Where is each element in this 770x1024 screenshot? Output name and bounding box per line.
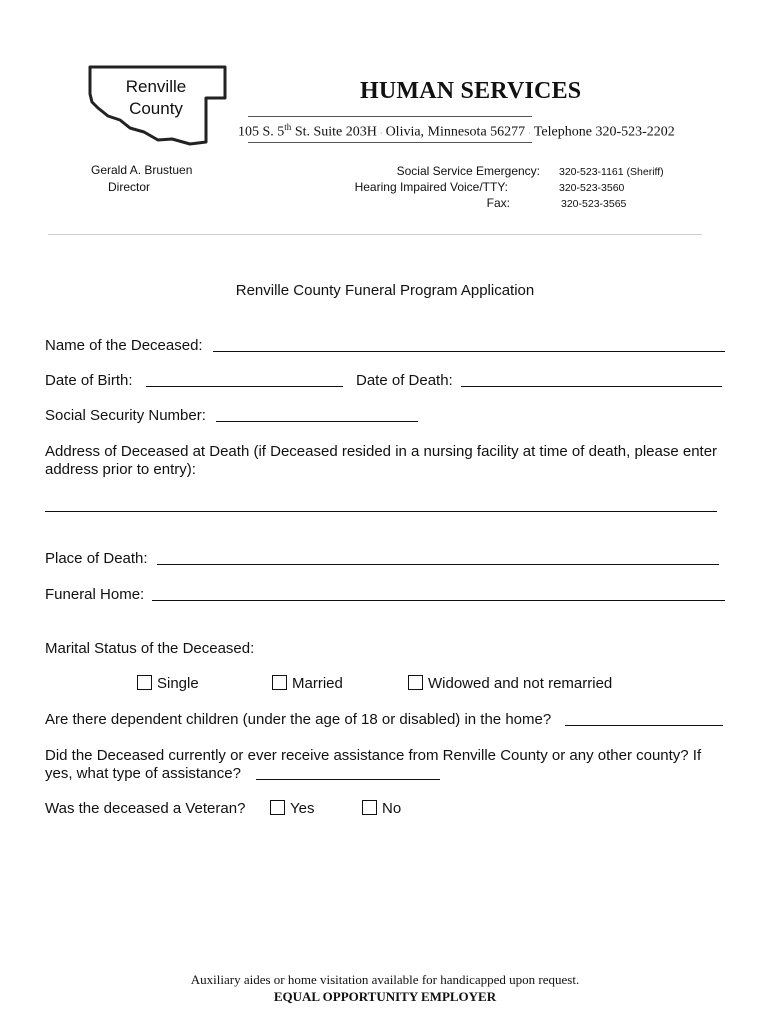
address-label-line1: Address of Deceased at Death (if Deceased resided in a nursing facility at time of death, please enter	[45, 443, 718, 460]
married-label: Married	[292, 675, 343, 692]
form-title: Renville County Funeral Program Application	[235, 282, 535, 299]
veteran-label: Was the deceased a Veteran?	[45, 800, 246, 817]
place-of-death-label: Place of Death:	[45, 550, 148, 567]
veteran-yes-checkbox[interactable]	[270, 800, 285, 815]
contact-label-emergency: Social Service Emergency:	[396, 164, 540, 178]
date-of-birth-label: Date of Birth:	[45, 372, 133, 389]
footer-accessibility-note: Auxiliary aides or home visitation available for handicapped upon request.	[190, 972, 580, 987]
address-field[interactable]	[45, 511, 717, 512]
contact-value-tty: 320-523-3560	[559, 182, 625, 194]
veteran-yes-label: Yes	[290, 800, 315, 817]
widowed-label: Widowed and not remarried	[428, 675, 613, 692]
address-separator: ·	[379, 128, 383, 138]
county-logo	[86, 64, 228, 150]
dependents-field[interactable]	[565, 725, 723, 726]
date-of-death-label: Date of Death:	[356, 372, 453, 389]
married-checkbox[interactable]	[272, 675, 287, 690]
veteran-no-checkbox[interactable]	[362, 800, 377, 815]
header-divider	[48, 234, 702, 235]
logo-text-renville: Renville	[125, 77, 187, 96]
county-map-outline-icon	[86, 64, 228, 150]
single-checkbox[interactable]	[137, 675, 152, 690]
dependents-label: Are there dependent children (under the age of 18 or disabled) in the home?	[45, 711, 552, 728]
assistance-field[interactable]	[256, 779, 440, 780]
address-street: 105 S. 5	[238, 124, 285, 140]
contact-label-fax: Fax:	[486, 196, 510, 210]
address-telephone: Telephone 320-523-2202	[533, 124, 675, 140]
veteran-no-label: No	[382, 800, 402, 817]
single-label: Single	[157, 675, 199, 692]
director-name: Gerald A. Brustuen	[91, 163, 193, 177]
footer-eoe: EQUAL OPPORTUNITY EMPLOYER	[273, 989, 497, 1004]
date-of-death-field[interactable]	[461, 386, 722, 387]
address-label-line2: address prior to entry):	[45, 461, 196, 478]
widowed-checkbox[interactable]	[408, 675, 423, 690]
ssn-label: Social Security Number:	[45, 407, 206, 424]
address-city: Olivia, Minnesota 56277	[385, 124, 526, 140]
agency-title: HUMAN SERVICES	[360, 78, 582, 104]
logo-text-county: County	[129, 99, 183, 118]
agency-address	[238, 122, 675, 141]
contact-label-tty: Hearing Impaired Voice/TTY:	[354, 180, 508, 194]
marital-status-label: Marital Status of the Deceased:	[45, 640, 255, 657]
marital-option-single[interactable]	[137, 675, 199, 692]
funeral-home-field[interactable]	[152, 600, 725, 601]
name-deceased-label: Name of the Deceased:	[45, 337, 203, 354]
address-street-rest: St. Suite 203H	[291, 124, 377, 140]
marital-option-married[interactable]	[272, 675, 343, 692]
ssn-field[interactable]	[216, 421, 418, 422]
title-rule-bottom	[248, 142, 532, 143]
assistance-label-line1: Did the Deceased currently or ever receive assistance from Renville County or any other county? If	[45, 747, 702, 764]
date-of-birth-field[interactable]	[146, 386, 343, 387]
marital-option-widowed[interactable]	[408, 675, 612, 692]
funeral-home-label: Funeral Home:	[45, 586, 145, 603]
assistance-label-line2: yes, what type of assistance?	[45, 765, 241, 782]
place-of-death-field[interactable]	[157, 564, 719, 565]
address-street-sup: th	[284, 122, 292, 132]
veteran-option-yes[interactable]	[270, 800, 314, 817]
address-separator-2: ·	[528, 128, 531, 138]
name-deceased-field[interactable]	[213, 351, 725, 352]
director-title: Director	[108, 180, 151, 194]
contact-value-emergency: 320-523-1161 (Sheriff)	[559, 166, 664, 178]
contact-value-fax: 320-523-3565	[561, 198, 627, 210]
title-rule-top	[248, 116, 532, 117]
veteran-option-no[interactable]	[362, 800, 401, 817]
